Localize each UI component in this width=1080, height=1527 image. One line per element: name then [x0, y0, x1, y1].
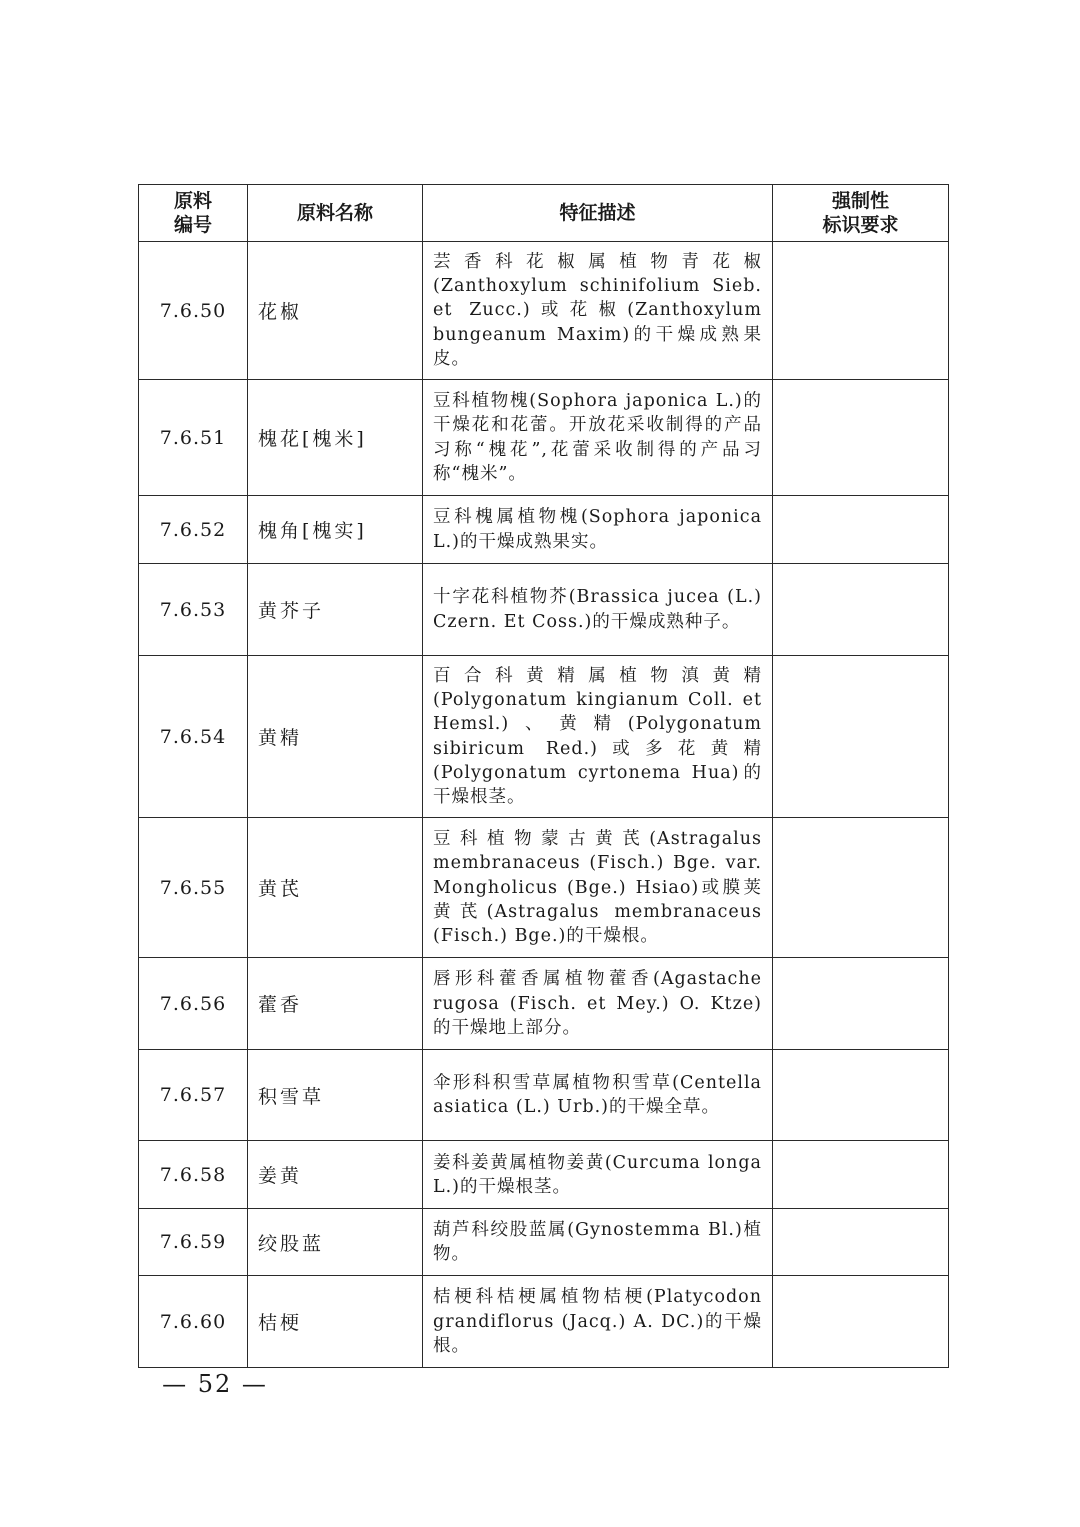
table-row — [139, 818, 949, 958]
row-desc: 豆科植物蒙古黄芪(Astragalus membranaceus (Fisch.) Bge. var. Mongholicus (Bge.) Hsiao)或膜荚黄芪(Astragalus membranaceus (Fisch.) Bge.)的干燥根。 — [423, 818, 773, 958]
page-number: — 52 — — [162, 1370, 268, 1398]
row-req — [773, 818, 949, 958]
table-row — [139, 1276, 949, 1368]
row-desc: 芸香科花椒属植物青花椒(Zanthoxylum schinifolium Sieb. et Zucc.)或花椒(Zanthoxylum bungeanum Maxim)的干燥成熟果皮。 — [423, 242, 773, 380]
row-req — [773, 564, 949, 656]
row-desc: 豆科槐属植物槐(Sophora japonica L.)的干燥成熟果实。 — [423, 496, 773, 564]
table-row — [139, 1050, 949, 1141]
row-code: 7.6.58 — [139, 1141, 248, 1209]
row-req — [773, 1050, 949, 1141]
table-header-row — [139, 185, 949, 242]
row-code: 7.6.57 — [139, 1050, 248, 1141]
row-name: 花椒 — [248, 242, 423, 380]
table-row — [139, 380, 949, 496]
table-row — [139, 1209, 949, 1276]
row-name: 黄芥子 — [248, 564, 423, 656]
row-name: 绞股蓝 — [248, 1209, 423, 1276]
table-row — [139, 564, 949, 656]
row-code: 7.6.59 — [139, 1209, 248, 1276]
header-code: 原料 编号 — [139, 185, 248, 242]
row-desc: 百合科黄精属植物滇黄精(Polygonatum kingianum Coll. et Hemsl.)、黄精(Polygonatum sibiricum Red.)或多花黄精(Polygonatum cyrtonema Hua)的干燥根茎。 — [423, 656, 773, 818]
row-desc: 十字花科植物芥(Brassica jucea (L.) Czern. Et Coss.)的干燥成熟种子。 — [423, 564, 773, 656]
table-row — [139, 242, 949, 380]
row-name: 桔梗 — [248, 1276, 423, 1368]
row-code: 7.6.60 — [139, 1276, 248, 1368]
row-req — [773, 496, 949, 564]
row-desc: 伞形科积雪草属植物积雪草(Centella asiatica (L.) Urb.)的干燥全草。 — [423, 1050, 773, 1141]
row-code: 7.6.51 — [139, 380, 248, 496]
table-row — [139, 1141, 949, 1209]
row-name: 积雪草 — [248, 1050, 423, 1141]
row-req — [773, 380, 949, 496]
row-code: 7.6.56 — [139, 958, 248, 1050]
row-req — [773, 656, 949, 818]
row-desc: 豆科植物槐(Sophora japonica L.)的干燥花和花蕾。开放花采收制得的产品习称“槐花”,花蕾采收制得的产品习称“槐米”。 — [423, 380, 773, 496]
row-name: 槐花[槐米] — [248, 380, 423, 496]
row-code: 7.6.53 — [139, 564, 248, 656]
row-name: 槐角[槐实] — [248, 496, 423, 564]
row-name: 黄芪 — [248, 818, 423, 958]
row-desc: 葫芦科绞股蓝属(Gynostemma Bl.)植物。 — [423, 1209, 773, 1276]
table-row — [139, 496, 949, 564]
row-req — [773, 242, 949, 380]
row-req — [773, 1141, 949, 1209]
header-desc: 特征描述 — [423, 185, 773, 242]
row-req — [773, 1209, 949, 1276]
row-desc: 姜科姜黄属植物姜黄(Curcuma longa L.)的干燥根茎。 — [423, 1141, 773, 1209]
header-req: 强制性 标识要求 — [773, 185, 949, 242]
row-name: 藿香 — [248, 958, 423, 1050]
row-code: 7.6.52 — [139, 496, 248, 564]
row-desc: 唇形科藿香属植物藿香(Agastache rugosa (Fisch. et Mey.) O. Ktze)的干燥地上部分。 — [423, 958, 773, 1050]
table-row — [139, 656, 949, 818]
header-name: 原料名称 — [248, 185, 423, 242]
row-code: 7.6.55 — [139, 818, 248, 958]
row-req — [773, 1276, 949, 1368]
row-desc: 桔梗科桔梗属植物桔梗(Platycodon grandiflorus (Jacq.) A. DC.)的干燥根。 — [423, 1276, 773, 1368]
row-code: 7.6.50 — [139, 242, 248, 380]
row-name: 黄精 — [248, 656, 423, 818]
table-row — [139, 958, 949, 1050]
row-name: 姜黄 — [248, 1141, 423, 1209]
ingredient-table — [138, 184, 949, 1368]
row-req — [773, 958, 949, 1050]
row-code: 7.6.54 — [139, 656, 248, 818]
